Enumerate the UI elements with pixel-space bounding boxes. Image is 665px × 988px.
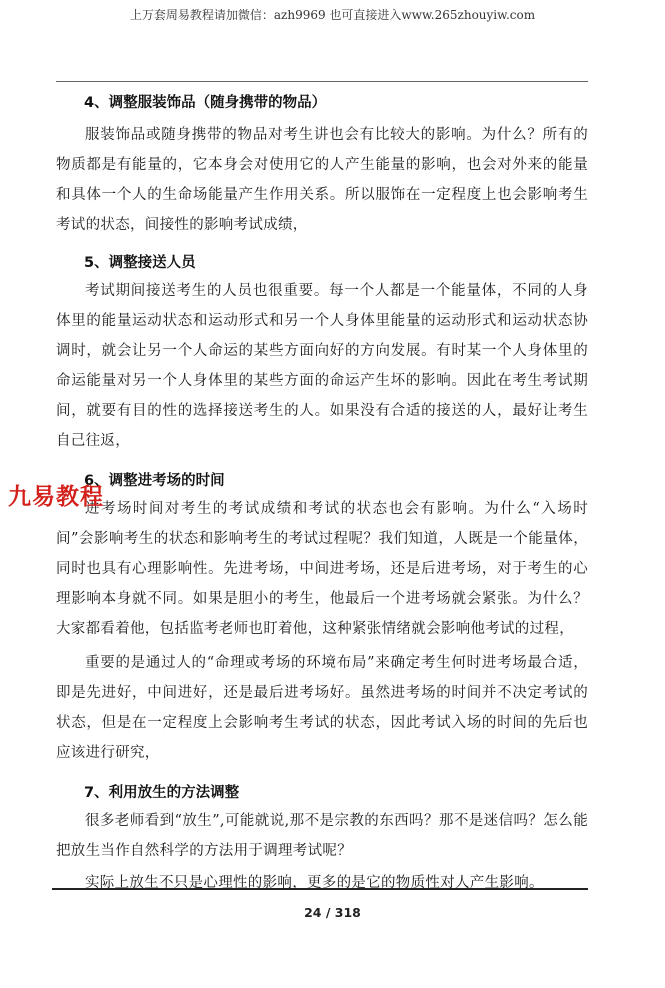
- section-heading: 7、利用放生的方法调整: [84, 785, 240, 801]
- paragraph: 进考场时间对考生的考试成绩和考试的状态也会有影响。为什么“入场时间”会影响考生的状态和影响考生的考试过程呢？我们知道，人既是一个能量体，同时也具有心理影响性。先进考场，中间进考场，还是后进考场，对于考生的心理影响本身就不同。如果是胆小的考生，他最后一个进考场就会紧张。为什么？大家都看着他，包括监考老师也盯着他，这种紧张情绪就会影响他考试的过程，: [56, 501, 588, 637]
- section-7: [56, 782, 588, 898]
- section-6: [56, 470, 588, 768]
- footer-rule: [52, 888, 588, 890]
- section-5: [56, 252, 588, 456]
- paragraph: 很多老师看到“放生”,可能就说,那不是宗教的东西吗？那不是迷信吗？怎么能把放生当作自然科学的方法用于调理考试呢？: [56, 813, 588, 859]
- paragraph: 考试期间接送考生的人员也很重要。每一个人都是一个能量体，不同的人身体里的能量运动状态和运动形式和另一个人身体里能量的运动形式和运动状态协调时，就会让另一个人命运的某些方面向好的方向发展。有时某一个人身体里的命运能量对另一个人身体里的某些方面的命运产生坏的影响。因此在考生考试期间，就要有目的性的选择接送考生的人。如果没有合适的接送的人，最好让考生自己往返，: [56, 283, 588, 449]
- paragraph: 服装饰品或随身携带的物品对考生讲也会有比较大的影响。为什么？所有的物质都是有能量的，它本身会对使用它的人产生能量的影响，也会对外来的能量和具体一个人的生命场能量产生作用关系。所以服饰在一定程度上也会影响考生考试的状态，间接性的影响考试成绩，: [56, 127, 588, 233]
- section-heading: 6、调整进考场的时间: [84, 473, 225, 489]
- paragraph: 重要的是通过人的“命理或考场的环境布局”来确定考生何时进考场最合适，即是先进好，中间进好，还是最后进考场好。虽然进考场的时间并不决定考试的状态，但是在一定程度上会影响考生考试的状态，因此考试入场的时间的先后也应该进行研究，: [56, 655, 588, 761]
- section-heading: 5、调整接送人员: [84, 255, 196, 271]
- section-heading: 4、调整服装饰品（随身携带的物品）: [84, 95, 327, 111]
- page-number: 24 / 318: [304, 905, 361, 920]
- header-rule: [56, 81, 588, 82]
- top-banner: 上万套周易教程请加微信：azh9969 也可直接进入www.265zhouyiw.com: [129, 8, 536, 22]
- section-4: [56, 92, 588, 240]
- watermark-logo: 九易教程: [8, 484, 104, 510]
- paragraph: 实际上放生不只是心理性的影响，更多的是它的物质性对人产生影响。: [85, 875, 544, 891]
- page-body: [56, 92, 588, 898]
